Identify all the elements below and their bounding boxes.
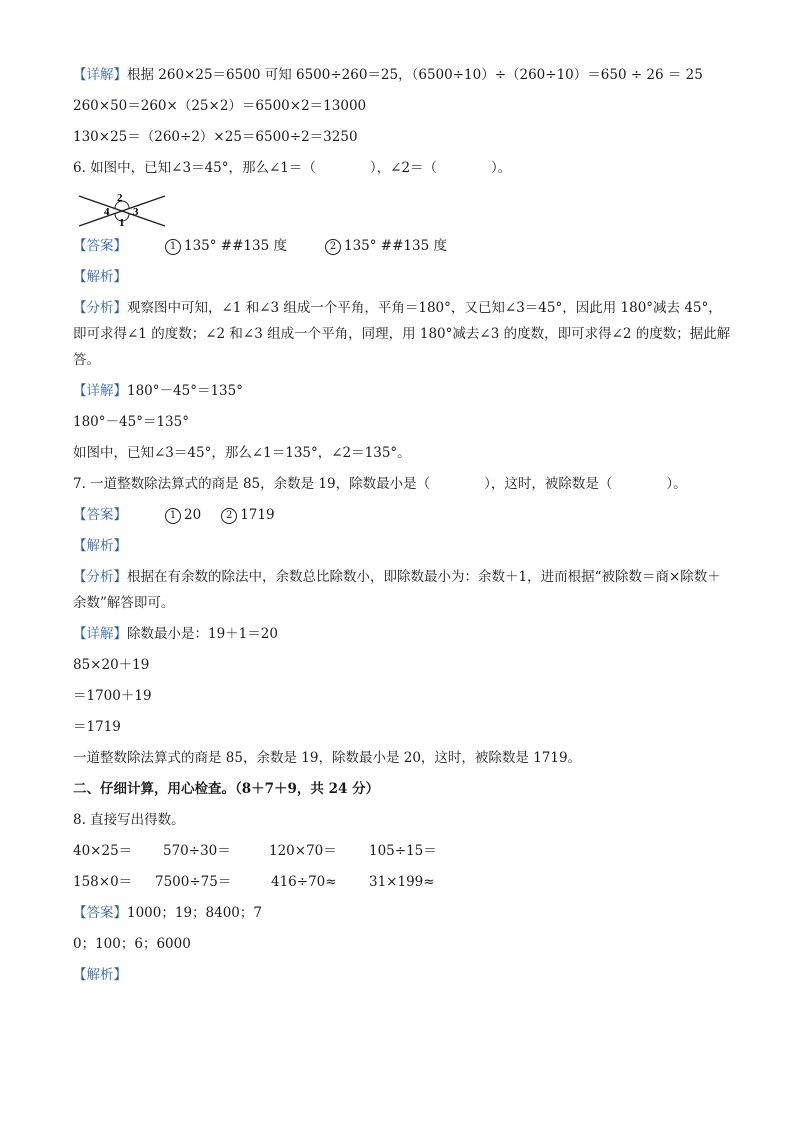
calc-item: 158×0＝ — [73, 874, 133, 890]
q6-answer-1: 135° ##135 度 — [184, 238, 287, 254]
q7-detail-3: ＝1700＋19 — [73, 688, 152, 704]
answer-tag: 【答案】 — [73, 238, 127, 254]
q8-analysis-tag — [73, 962, 733, 993]
analysis-tag: 【解析】 — [73, 967, 127, 983]
q6-fenxi — [73, 295, 733, 373]
q7-detail-4: ＝1719 — [73, 719, 121, 735]
angle-label-1: 1 — [119, 217, 125, 229]
intersecting-lines-figure — [77, 188, 177, 230]
detail-tag: 【详解】 — [73, 383, 127, 399]
q7-detail — [73, 621, 733, 652]
q7-fenxi-text: 根据在有余数的除法中，余数总比除数小，即除数最小为：余数＋1，进而根据“被除数＝商×除数＋余数”解答即可。 — [73, 569, 721, 611]
q5-line-2: 260×50＝260×（25×2）＝6500×2＝13000 — [73, 98, 367, 114]
calc-item: 570÷30＝ — [163, 843, 231, 859]
answer-number-1: 1 — [165, 508, 181, 524]
q7-question: 7. 一道整数除法算式的商是 85，余数是 19，除数最小是（ ），这时，被除数是（ ）。 — [73, 476, 687, 492]
q6-answer-2: 135° ##135 度 — [344, 238, 447, 254]
q8-answer — [73, 900, 733, 931]
fenxi-tag: 【分析】 — [73, 569, 127, 585]
q6-fenxi-text: 观察图中可知，∠1 和∠3 组成一个平角，平角＝180°，又已知∠3＝45°，因此用 180°减去 45°，即可求得∠1 的度数；∠2 和∠3 组成一个平角，同理，用 180°减去∠3 的度数，即可求得∠2 的度数；据此解答。 — [73, 300, 731, 368]
q5-detail-line — [73, 62, 733, 93]
section-heading: 二、仔细计算，用心检查。（8＋7＋9，共 24 分） — [73, 781, 380, 797]
q7-answer-2: 1719 — [240, 507, 275, 523]
q8-question: 8. 直接写出得数。 — [73, 812, 185, 828]
angle-label-4: 4 — [104, 206, 110, 218]
q7-answer-1: 20 — [184, 507, 202, 523]
q6-detail-2: 180°－45°＝135° — [73, 414, 189, 430]
q6-detail — [73, 378, 733, 409]
calc-item: 416÷70≈ — [271, 874, 337, 890]
q8-answer-line-1: 1000；19；8400；7 — [127, 905, 262, 921]
q7-analysis-tag — [73, 533, 733, 564]
q6-angle-figure — [73, 186, 733, 233]
q6-analysis-tag — [73, 264, 733, 295]
q6-question: 6. 如图中，已知∠3＝45°，那么∠1＝（ ），∠2＝（ ）。 — [73, 160, 512, 176]
q8-answer-line-2: 0；100；6；6000 — [73, 936, 191, 952]
q7-detail-1: 除数最小是：19＋1＝20 — [127, 626, 278, 642]
angle-label-2: 2 — [117, 192, 123, 204]
calc-item: 7500÷75＝ — [155, 874, 232, 890]
analysis-tag: 【解析】 — [73, 538, 127, 554]
q6-detail-1: 180°－45°＝135° — [127, 383, 243, 399]
calc-item: 105÷15＝ — [369, 843, 437, 859]
detail-tag: 【详解】 — [73, 67, 127, 83]
calc-item: 120×70＝ — [269, 843, 337, 859]
q7-fenxi — [73, 564, 733, 616]
q6-answer — [73, 233, 733, 264]
q5-detail-text: 根据 260×25＝6500 可知 6500÷260＝25，（6500÷10）÷（260÷10）＝650 ÷ 26 ＝ 25 — [127, 67, 703, 83]
answer-number-2: 2 — [325, 239, 341, 255]
answer-tag: 【答案】 — [73, 905, 127, 921]
q6-conclusion: 如图中，已知∠3＝45°，那么∠1＝135°，∠2＝135°。 — [73, 445, 411, 461]
answer-number-1: 1 — [165, 239, 181, 255]
q7-conclusion: 一道整数除法算式的商是 85，余数是 19，除数最小是 20，这时，被除数是 1719。 — [73, 750, 582, 766]
fenxi-tag: 【分析】 — [73, 300, 127, 316]
calc-item: 40×25＝ — [73, 843, 133, 859]
q8-calc-row-2 — [73, 869, 733, 900]
q7-answer — [73, 502, 733, 533]
q7-detail-2: 85×20＋19 — [73, 657, 150, 673]
calc-item: 31×199≈ — [369, 874, 435, 890]
q5-line-3: 130×25＝（260÷2）×25＝6500÷2＝3250 — [73, 129, 358, 145]
document-page — [73, 62, 733, 993]
answer-number-2: 2 — [221, 508, 237, 524]
angle-label-3: 3 — [133, 206, 139, 218]
answer-tag: 【答案】 — [73, 507, 127, 523]
detail-tag: 【详解】 — [73, 626, 127, 642]
q8-calc-row-1 — [73, 838, 733, 869]
analysis-tag: 【解析】 — [73, 269, 127, 285]
